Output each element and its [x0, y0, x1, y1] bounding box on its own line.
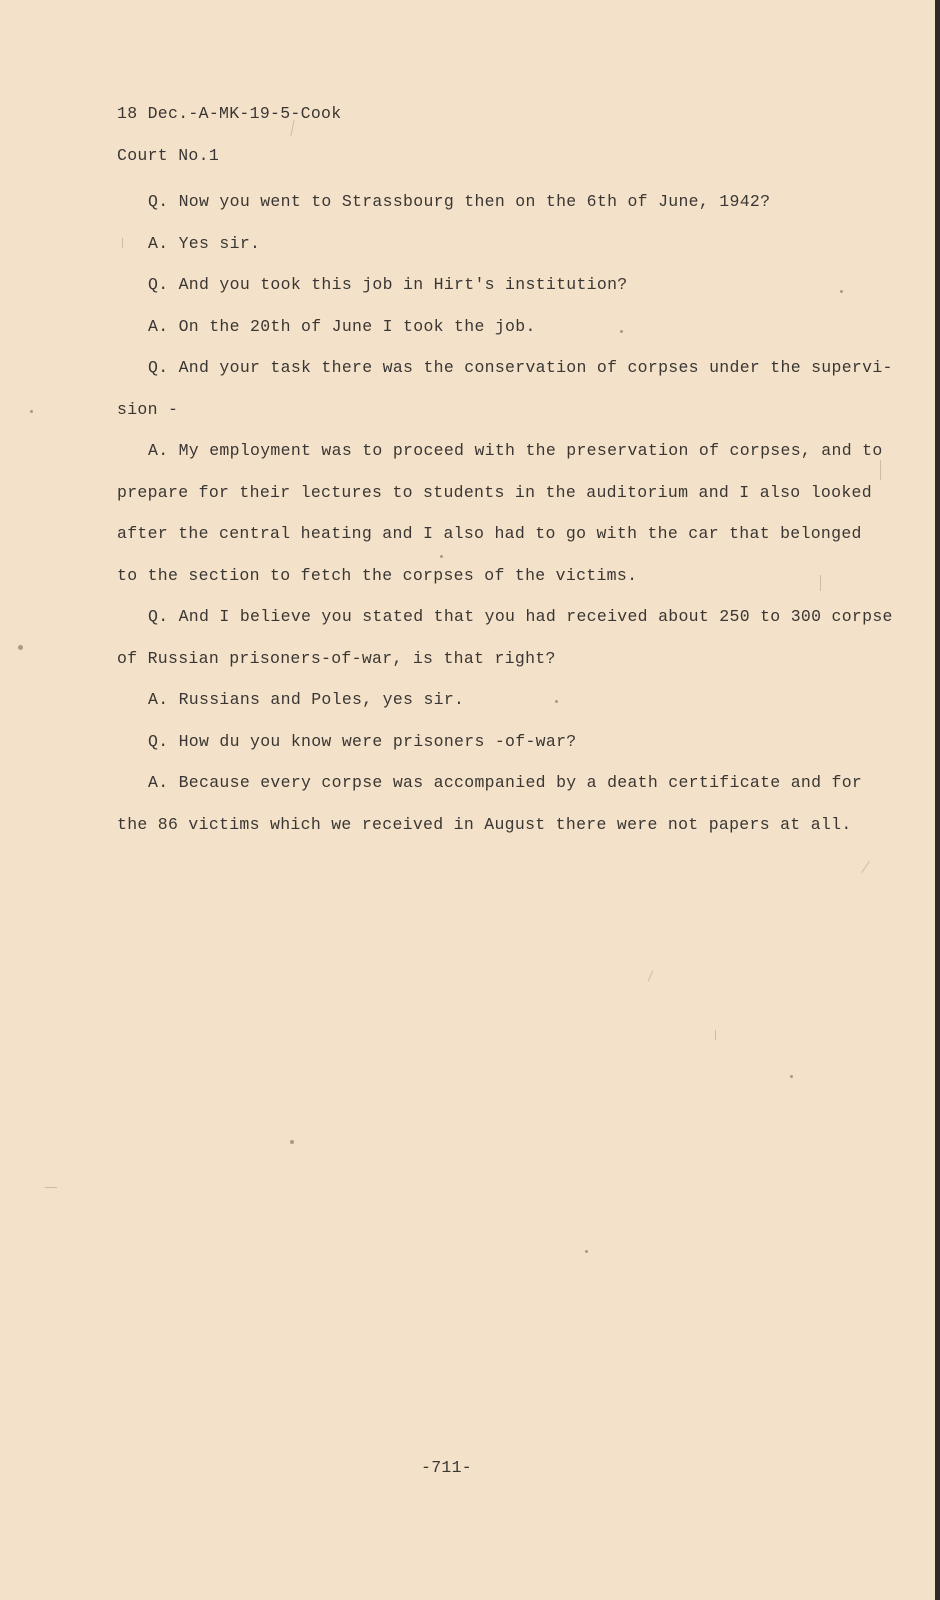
transcript-line: Q. How du you know were prisoners -of-war? — [148, 731, 577, 751]
transcript-line: to the section to fetch the corpses of the victims. — [117, 565, 638, 585]
paper-fiber — [715, 1030, 716, 1040]
transcript-line: Q. And your task there was the conservation of corpses under the supervi- — [148, 358, 893, 377]
transcript-line: the 86 victims which we received in August there were not papers at all. — [117, 814, 852, 834]
paper-fiber — [648, 970, 654, 981]
transcript-line: A. My employment was to proceed with the preservation of corpses, and to — [148, 441, 883, 460]
court-number: Court No.1 — [117, 146, 220, 165]
paper-fiber — [45, 1187, 57, 1188]
transcript-line: of Russian prisoners-of-war, is that right? — [117, 648, 556, 668]
transcript-line: A. Yes sir. — [148, 233, 261, 253]
transcript-line: Q. Now you went to Strassbourg then on the 6th of June, 1942? — [148, 192, 771, 211]
paper-speck — [30, 410, 33, 413]
document-reference: 18 Dec.-A-MK-19-5-Cook — [117, 104, 342, 123]
transcript-line: Q. And you took this job in Hirt's institution? — [148, 275, 628, 294]
page-edge — [935, 0, 940, 1600]
transcript-line: after the central heating and I also had to go with the car that belonged — [117, 524, 862, 543]
transcript-line: A. Russians and Poles, yes sir. — [148, 690, 465, 709]
transcript-line: Q. And I believe you stated that you had received about 250 to 300 corpse — [148, 607, 893, 626]
paper-speck — [790, 1075, 793, 1078]
testimony-transcript — [117, 181, 897, 845]
transcript-line: A. Because every corpse was accompanied by a death certificate and for — [148, 773, 863, 792]
page-number: -711- — [421, 1458, 473, 1477]
transcript-line: prepare for their lectures to students in the auditorium and I also looked — [117, 482, 872, 502]
transcript-line: sion - — [117, 399, 179, 419]
paper-speck — [290, 1140, 294, 1144]
transcript-line: A. On the 20th of June I took the job. — [148, 316, 536, 336]
paper-fiber — [861, 861, 870, 873]
paper-speck — [585, 1250, 588, 1253]
paper-speck — [18, 645, 23, 650]
